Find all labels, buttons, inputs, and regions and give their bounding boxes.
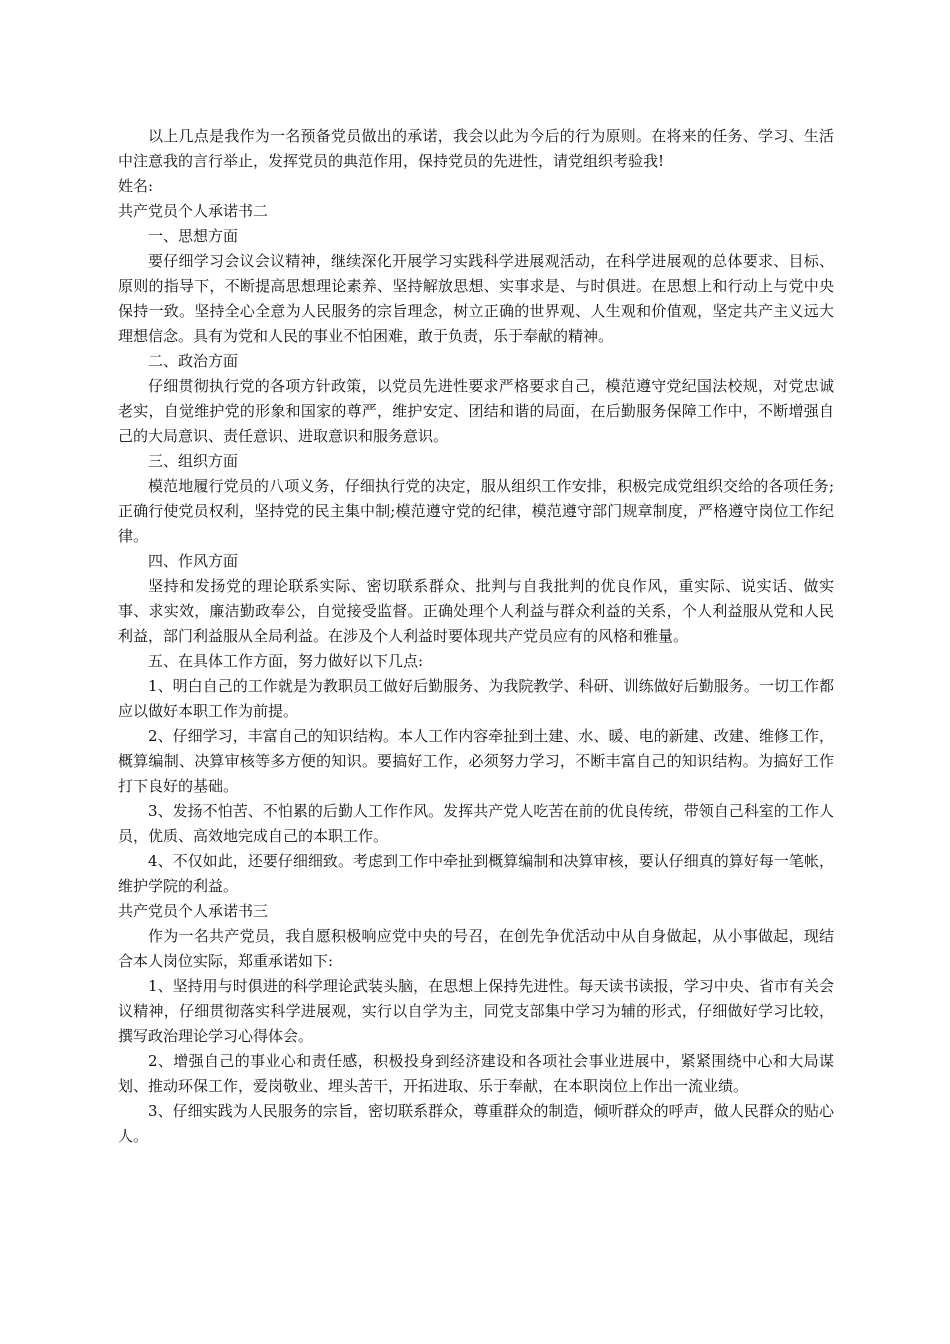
list-item: 3、发扬不怕苦、不怕累的后勤人工作作风。发挥共产党人吃苦在前的优良传统，带领自己科室的工作人员，优质、高效地完成自己的本职工作。 [118, 802, 834, 845]
list-item: 1、明白自己的工作就是为教职员工做好后勤服务、为我院教学、科研、训练做好后勤服务。一切工作都应以做好本职工作为前提。 [118, 677, 834, 720]
list-item: 2、仔细学习，丰富自己的知识结构。本人工作内容牵扯到土建、水、暖、电的新建、改建、维修工作，概算编制、决算审核等多方便的知识。要搞好工作，必须努力学习，不断丰富自己的知识结构。为搞好工作打下良好的基础。 [118, 727, 834, 795]
paragraph: 以上几点是我作为一名预备党员做出的承诺，我会以此为今后的行为原则。在将来的任务、学习、生活中注意我的言行举止，发挥党员的典范作用，保持党员的先进性，请党组织考验我! [118, 127, 834, 170]
section-title: 共产党员个人承诺书三 [118, 902, 269, 920]
list-item: 2、增强自己的事业心和责任感，积极投身到经济建设和各项社会事业进展中，紧紧围绕中心和大局谋划、推动环保工作，爱岗敬业、埋头苦干，开拓进取、乐于奉献，在本职岗位上作出一流业绩。 [118, 1052, 834, 1095]
subsection-heading: 三、组织方面 [148, 452, 239, 470]
subsection-heading: 一、思想方面 [148, 227, 239, 245]
subsection-heading: 二、政治方面 [148, 352, 239, 370]
paragraph: 模范地履行党员的八项义务，仔细执行党的决定，服从组织工作安排，积极完成党组织交给的各项任务;正确行使党员权利，坚持党的民主集中制;模范遵守党的纪律，模范遵守部门规章制度，严格遵守岗位工作纪律。 [118, 477, 834, 545]
subsection-heading: 五、在具体工作方面，努力做好以下几点: [148, 652, 424, 670]
paragraph: 坚持和发扬党的理论联系实际、密切联系群众、批判与自我批判的优良作风，重实际、说实话、做实事、求实效，廉洁勤政奉公，自觉接受监督。正确处理个人利益与群众利益的关系，个人利益服从党和人民利益，部门利益服从全局利益。在涉及个人利益时要体现共产党员应有的风格和雅量。 [118, 577, 834, 645]
signature-label: 姓名: [118, 177, 154, 195]
paragraph: 作为一名共产党员，我自愿积极响应党中央的号召，在创先争优活动中从自身做起，从小事做起，现结合本人岗位实际，郑重承诺如下: [118, 927, 834, 970]
section-title: 共产党员个人承诺书二 [118, 202, 269, 220]
document-body [118, 124, 834, 1149]
paragraph: 要仔细学习会议会议精神，继续深化开展学习实践科学进展观活动，在科学进展观的总体要求、目标、原则的指导下，不断提高思想理论素养、坚持解放思想、实事求是、与时俱进。在思想上和行动上与党中央保持一致。坚持全心全意为人民服务的宗旨理念，树立正确的世界观、人生观和价值观，坚定共产主义远大理想信念。具有为党和人民的事业不怕困难，敢于负责，乐于奉献的精神。 [118, 252, 834, 345]
list-item: 4、不仅如此，还要仔细细致。考虑到工作中牵扯到概算编制和决算审核，要认仔细真的算好每一笔帐，维护学院的利益。 [118, 852, 834, 895]
paragraph: 仔细贯彻执行党的各项方针政策，以党员先进性要求严格要求自己，模范遵守党纪国法校规，对党忠诚老实，自觉维护党的形象和国家的尊严，维护安定、团结和谐的局面，在后勤服务保障工作中，不断增强自己的大局意识、责任意识、进取意识和服务意识。 [118, 377, 834, 445]
list-item: 1、坚持用与时俱进的科学理论武装头脑，在思想上保持先进性。每天读书读报，学习中央、省市有关会议精神，仔细贯彻落实科学进展观，实行以自学为主，同党支部集中学习为辅的形式，仔细做好学习比较，撰写政治理论学习心得体会。 [118, 977, 834, 1045]
subsection-heading: 四、作风方面 [148, 552, 239, 570]
list-item: 3、仔细实践为人民服务的宗旨，密切联系群众，尊重群众的制造，倾听群众的呼声，做人民群众的贴心人。 [118, 1102, 834, 1145]
